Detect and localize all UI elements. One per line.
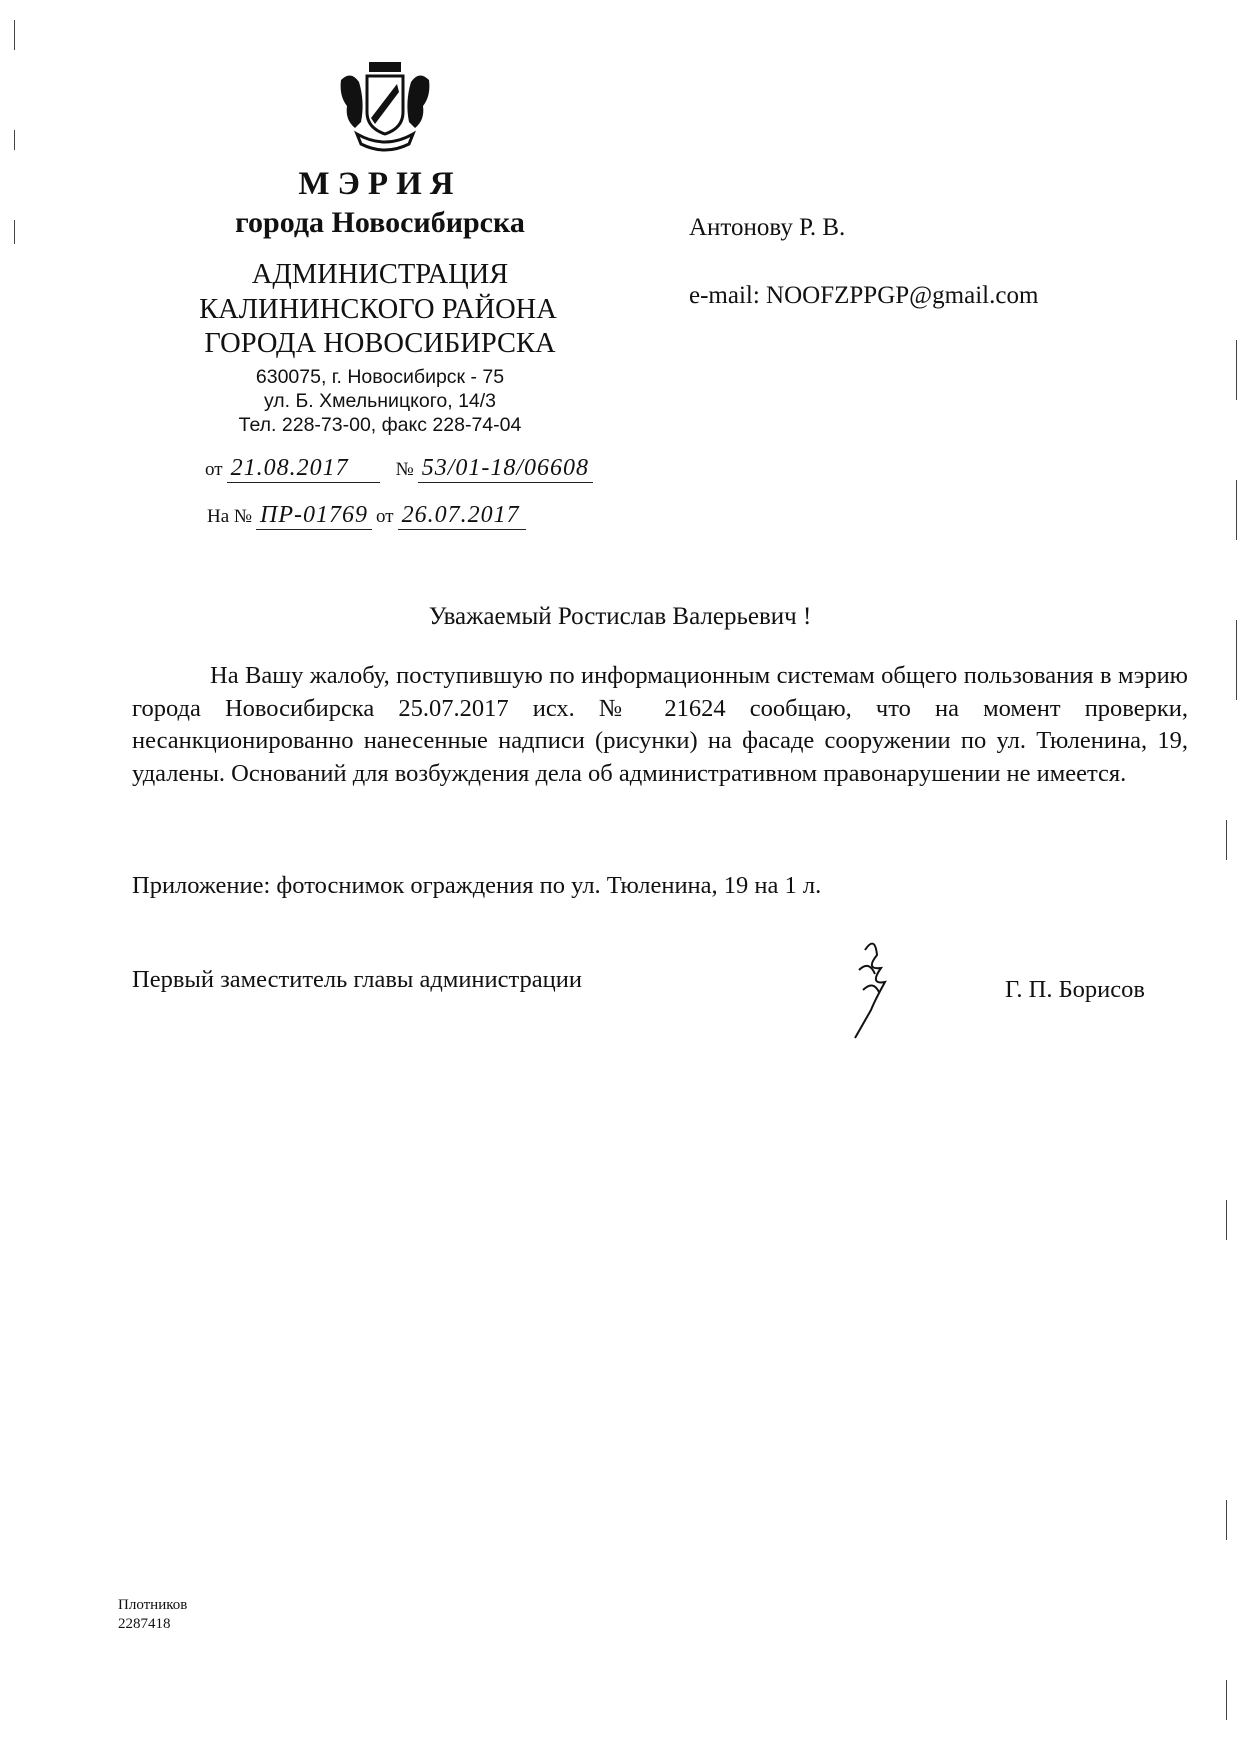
- executor-name: Плотников: [118, 1597, 188, 1613]
- number-label: №: [395, 459, 414, 480]
- reply-date: 26.07.2017: [398, 502, 526, 530]
- address-line-2: ул. Б. Хмельницкого, 14/3: [263, 390, 497, 412]
- letter-number: 53/01-18/06608: [418, 455, 593, 483]
- signer-name: Г. П. Борисов: [1005, 976, 1145, 1003]
- address-line-1: 630075, г. Новосибирск - 75: [255, 366, 505, 388]
- reply-label: На №: [207, 506, 253, 527]
- scan-edge-mark: [1226, 820, 1227, 860]
- executor-info: [118, 1596, 187, 1634]
- reply-from-label: от: [376, 506, 394, 527]
- scan-edge-mark: [14, 220, 15, 244]
- handwritten-signature: [845, 930, 905, 1040]
- coat-of-arms-emblem: [335, 62, 435, 154]
- recipient-email: e-mail: NOOFZPPGP@gmail.com: [689, 282, 1039, 309]
- scan-edge-mark: [14, 20, 15, 50]
- scan-edge-mark: [1236, 620, 1237, 700]
- admin-line-1: АДМИНИСТРАЦИЯ: [251, 259, 509, 290]
- reply-registration: [207, 502, 526, 530]
- scan-edge-mark: [1226, 1200, 1227, 1240]
- letter-date: 21.08.2017: [227, 455, 380, 483]
- recipient-name: Антонову Р. В.: [689, 214, 846, 241]
- from-label: от: [205, 459, 223, 480]
- scan-edge-mark: [1226, 1500, 1227, 1540]
- reply-number: ПР-01769: [256, 502, 372, 530]
- scan-edge-mark: [14, 130, 15, 150]
- attachment-note: Приложение: фотоснимок ограждения по ул. Тюленина, 19 на 1 л.: [132, 872, 822, 899]
- scan-edge-mark: [1236, 340, 1237, 400]
- greeting: Уважаемый Ростислав Валерьевич !: [428, 603, 812, 630]
- org-title: МЭРИЯ: [298, 166, 462, 202]
- admin-line-2: КАЛИНИНСКОГО РАЙОНА: [199, 294, 557, 325]
- outgoing-registration: [205, 455, 593, 483]
- org-subtitle: города Новосибирска: [235, 206, 525, 239]
- address-line-3: Тел. 228-73-00, факс 228-74-04: [238, 414, 522, 436]
- scan-edge-mark: [1226, 1680, 1227, 1720]
- signer-position: Первый заместитель главы администрации: [132, 966, 582, 993]
- admin-line-3: ГОРОДА НОВОСИБИРСКА: [204, 328, 556, 359]
- body-paragraph: На Вашу жалобу, поступившую по информационным системам общего пользования в мэрию города Новосибирска 25.07.2017 исх. № 21624 сообщаю, что на момент проверки, несанкционированно нанесенные надписи (рисунки) на фасаде сооружении по ул. Тюленина, 19, удалены. Оснований для возбуждения дела об административном правонарушении не имеется.: [132, 662, 1188, 787]
- scan-edge-mark: [1236, 480, 1237, 540]
- executor-phone: 2287418: [118, 1616, 171, 1632]
